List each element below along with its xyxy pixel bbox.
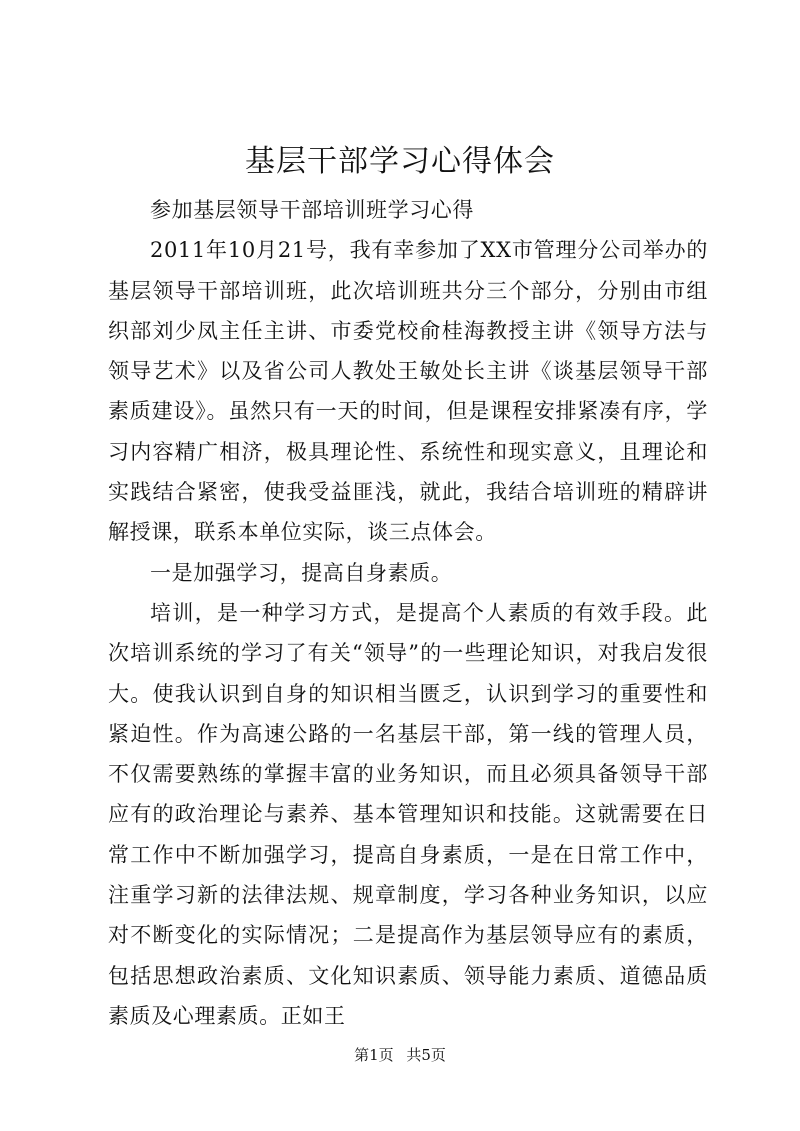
intro-paragraph: 2011年10月21号，我有幸参加了XX市管理分公司举办的基层领导干部培训班，此次培训班共分三个部分，分别由市组织部刘少凤主任主讲、市委党校俞桂海教授主讲《领导方法与领导艺术》以及省公司人教处王敏处长主讲《谈基层领导干部素质建设》。虽然只有一天的时间，但是课程安排紧凑有序，学习内容精广相济，极具理论性、系统性和现实意义，且理论和实践结合紧密，使我受益匪浅，就此，我结合培训班的精辟讲解授课，联系本单位实际，谈三点体会。 [108, 238, 708, 545]
document-title: 基层干部学习心得体会 [245, 144, 555, 179]
page-number: 第1页 [354, 1046, 394, 1064]
body-paragraph: 培训，是一种学习方式，是提高个人素质的有效手段。此次培训系统的学习了有关“领导”的一些理论知识，对我启发很大。使我认识到自身的知识相当匮乏，认识到学习的重要性和紧迫性。作为高速公路的一名基层干部，第一线的管理人员，不仅需要熟练的掌握丰富的业务知识，而且必须具备领导干部应有的政治理论与素养、基本管理知识和技能。这就需要在日常工作中不断加强学习，提高自身素质，一是在日常工作中，注重学习新的法律法规、规章制度，学习各种业务知识，以应对不断变化的实际情况；二是提高作为基层领导应有的素质，包括思想政治素质、文化知识素质、领导能力素质、道德品质素质及心理素质。正如王 [108, 600, 708, 1028]
page-footer [0, 1045, 800, 1065]
subtitle-paragraph: 参加基层领导干部培训班学习心得 [150, 198, 474, 222]
document-body [108, 190, 708, 1036]
page-total: 共5页 [406, 1046, 446, 1064]
section-heading-paragraph: 一是加强学习，提高自身素质。 [150, 560, 453, 585]
